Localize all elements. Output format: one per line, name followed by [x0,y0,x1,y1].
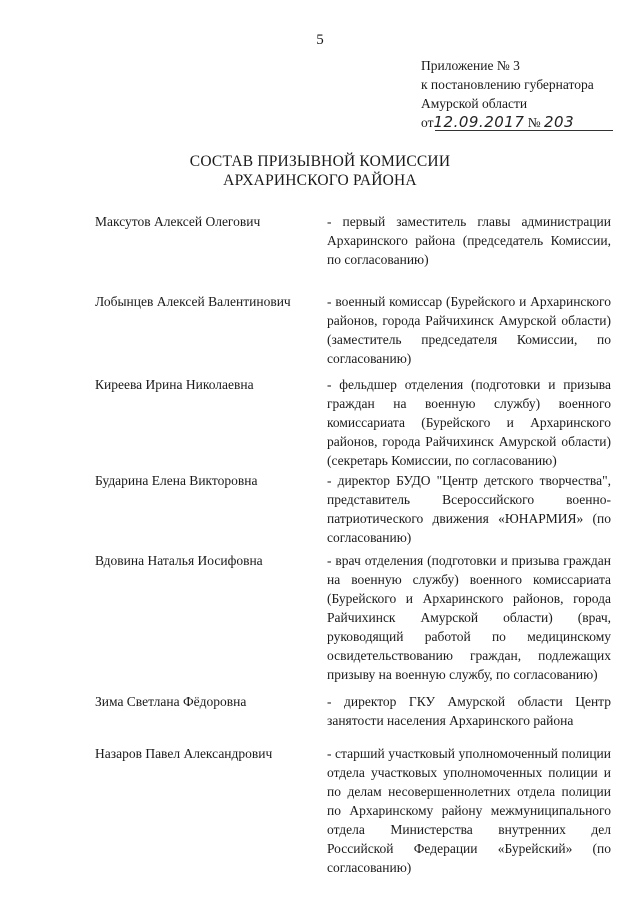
member-name: Лобынцев Алексей Валентинович [95,294,291,309]
member-entry [95,743,611,883]
member-role: - директор БУДО "Центр детского творчества", представитель Всероссийского военно-патриотического движения «ЮНАРМИЯ» (по согласованию) [327,473,611,545]
number-prefix: № [527,115,541,130]
member-entry [95,211,611,291]
member-role: - директор ГКУ Амурской области Центр занятости населения Архаринского района [327,694,611,728]
member-role: - врач отделения (подготовки и призыва граждан на военную службу) военного комиссариата (Бурейского и Архаринского районов, города Райчихинск Амурской области) (врач, руководящий работой по медицинскому освидетельствованию граждан, подлежащих призыву на военную службу, по согласованию) [327,553,611,682]
member-entry [95,470,611,550]
member-role: - старший участковый уполномоченный полиции отдела участковых уполномоченных полиции и по делам несовершеннолетних отдела полиции по Архаринскому району межмуниципального отдела Министерства внутренних дел Российской Федерации «Бурейский» (по согласованию) [327,746,611,875]
appendix-line-1: Приложение № 3 [421,58,520,73]
appendix-line-3: Амурской области [421,96,528,111]
handwritten-date: 12.09.2017 [433,113,525,131]
document-title [0,152,640,190]
member-name: Киреева Ирина Николаевна [95,377,254,392]
date-underline [435,130,613,131]
member-entry [95,550,611,691]
member-name: Максутов Алексей Олегович [95,214,261,229]
member-name: Зима Светлана Фёдоровна [95,694,247,709]
appendix-date-line [421,113,621,132]
appendix-line-2: к постановлению губернатора [421,77,594,92]
member-name: Бударина Елена Викторовна [95,473,258,488]
title-line-2: АРХАРИНСКОГО РАЙОНА [223,172,417,189]
member-name: Назаров Павел Александрович [95,746,273,761]
page-number: 5 [316,32,324,48]
member-entry [95,691,611,743]
handwritten-number: 203 [544,113,575,131]
member-entry [95,291,611,374]
member-role: - первый заместитель главы администрации Архаринского района (председатель Комиссии, по согласованию) [327,214,611,267]
members-list [95,211,611,883]
date-prefix: от [421,115,434,130]
member-role: - военный комиссар (Бурейского и Архаринского районов, города Райчихинск Амурской области) (заместитель председателя Комиссии, по согласованию) [327,294,611,366]
title-line-1: СОСТАВ ПРИЗЫВНОЙ КОМИССИИ [189,153,451,170]
member-name: Вдовина Наталья Иосифовна [95,553,263,568]
member-role: - фельдшер отделения (подготовки и призыва граждан на военную службу) военного комиссариата (Бурейского и Архаринского районов, города Райчихинск Амурской области) (секретарь Комиссии, по согласованию) [327,377,611,468]
member-entry [95,374,611,470]
appendix-block [421,56,621,132]
